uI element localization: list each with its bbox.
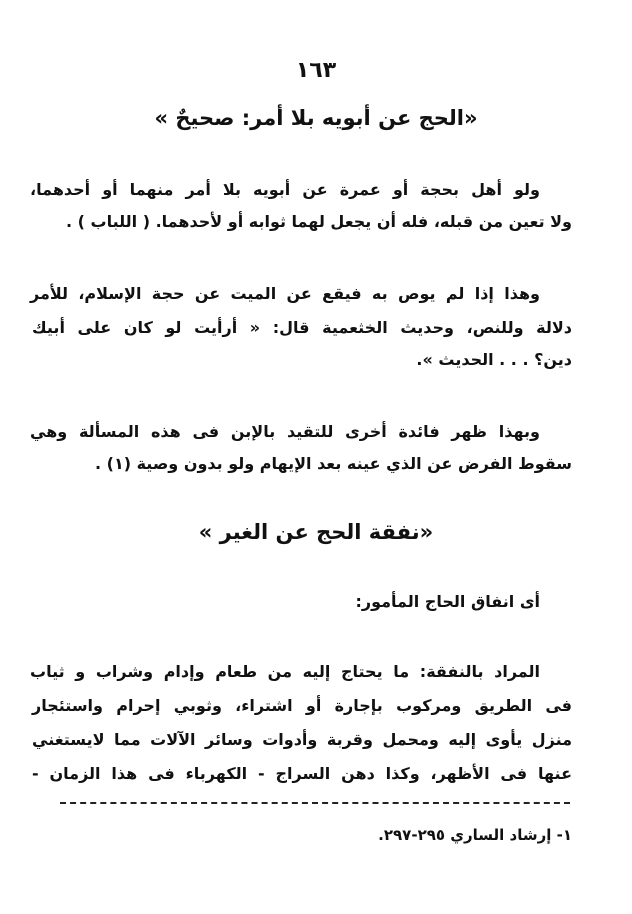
paragraph-line: سقوط الفرض عن الذي عينه بعد الإيهام ولو بدون وصية (١) . (94, 454, 572, 473)
paragraph-line: وبهذا ظهر فائدة أخرى للتقيد بالإبن فى هذه المسألة وهي (30, 422, 540, 441)
paragraph-line: عنها فى الأظهر، وكذا دهن السراج - الكهرباء فى هذا الزمان - (32, 764, 572, 783)
paragraph-line: المراد بالنفقة: ما يحتاج إليه من طعام وإدام وشراب و ثياب (30, 662, 540, 681)
paragraph-line: دلالة وللنص، وحديث الخثعمية قال: « أرأيت لو كان على أبيك (32, 318, 572, 337)
paragraph-line: فى الطريق ومركوب بإجارة أو اشتراء، وثوبي إحرام واستئجار (32, 696, 572, 715)
paragraph-line: وهذا إذا لم يوص به فيقع عن الميت عن حجة الإسلام، للأمر (30, 284, 540, 303)
footnote: ١- إرشاد الساري ٢٩٥-٢٩٧. (378, 826, 572, 844)
footnote-divider (60, 802, 570, 804)
paragraph-line: ولو أهل بحجة أو عمرة عن أبويه بلا أمر منهما أو أحدهما، (30, 180, 540, 199)
page-number: ١٦٣ (295, 58, 337, 83)
section-heading-hajj-for-parents: «الحج عن أبويه بلا أمر: صحيحٌ » (154, 106, 478, 130)
intro-line: أى انفاق الحاج المأمور: (355, 592, 540, 611)
paragraph-line: ولا تعين من قبله، فله أن يجعل لهما ثوابه أو لأحدهما. ( اللباب ) . (65, 212, 572, 231)
paragraph-line: دين؟ . . . الحديث ». (416, 350, 572, 369)
paragraph-line: منزل يأوى إليه ومحمل وقربة وأدوات وسائر الآلات مما لايستغني (32, 730, 572, 749)
section-heading-hajj-expenses: «نفقة الحج عن الغير » (198, 520, 434, 544)
